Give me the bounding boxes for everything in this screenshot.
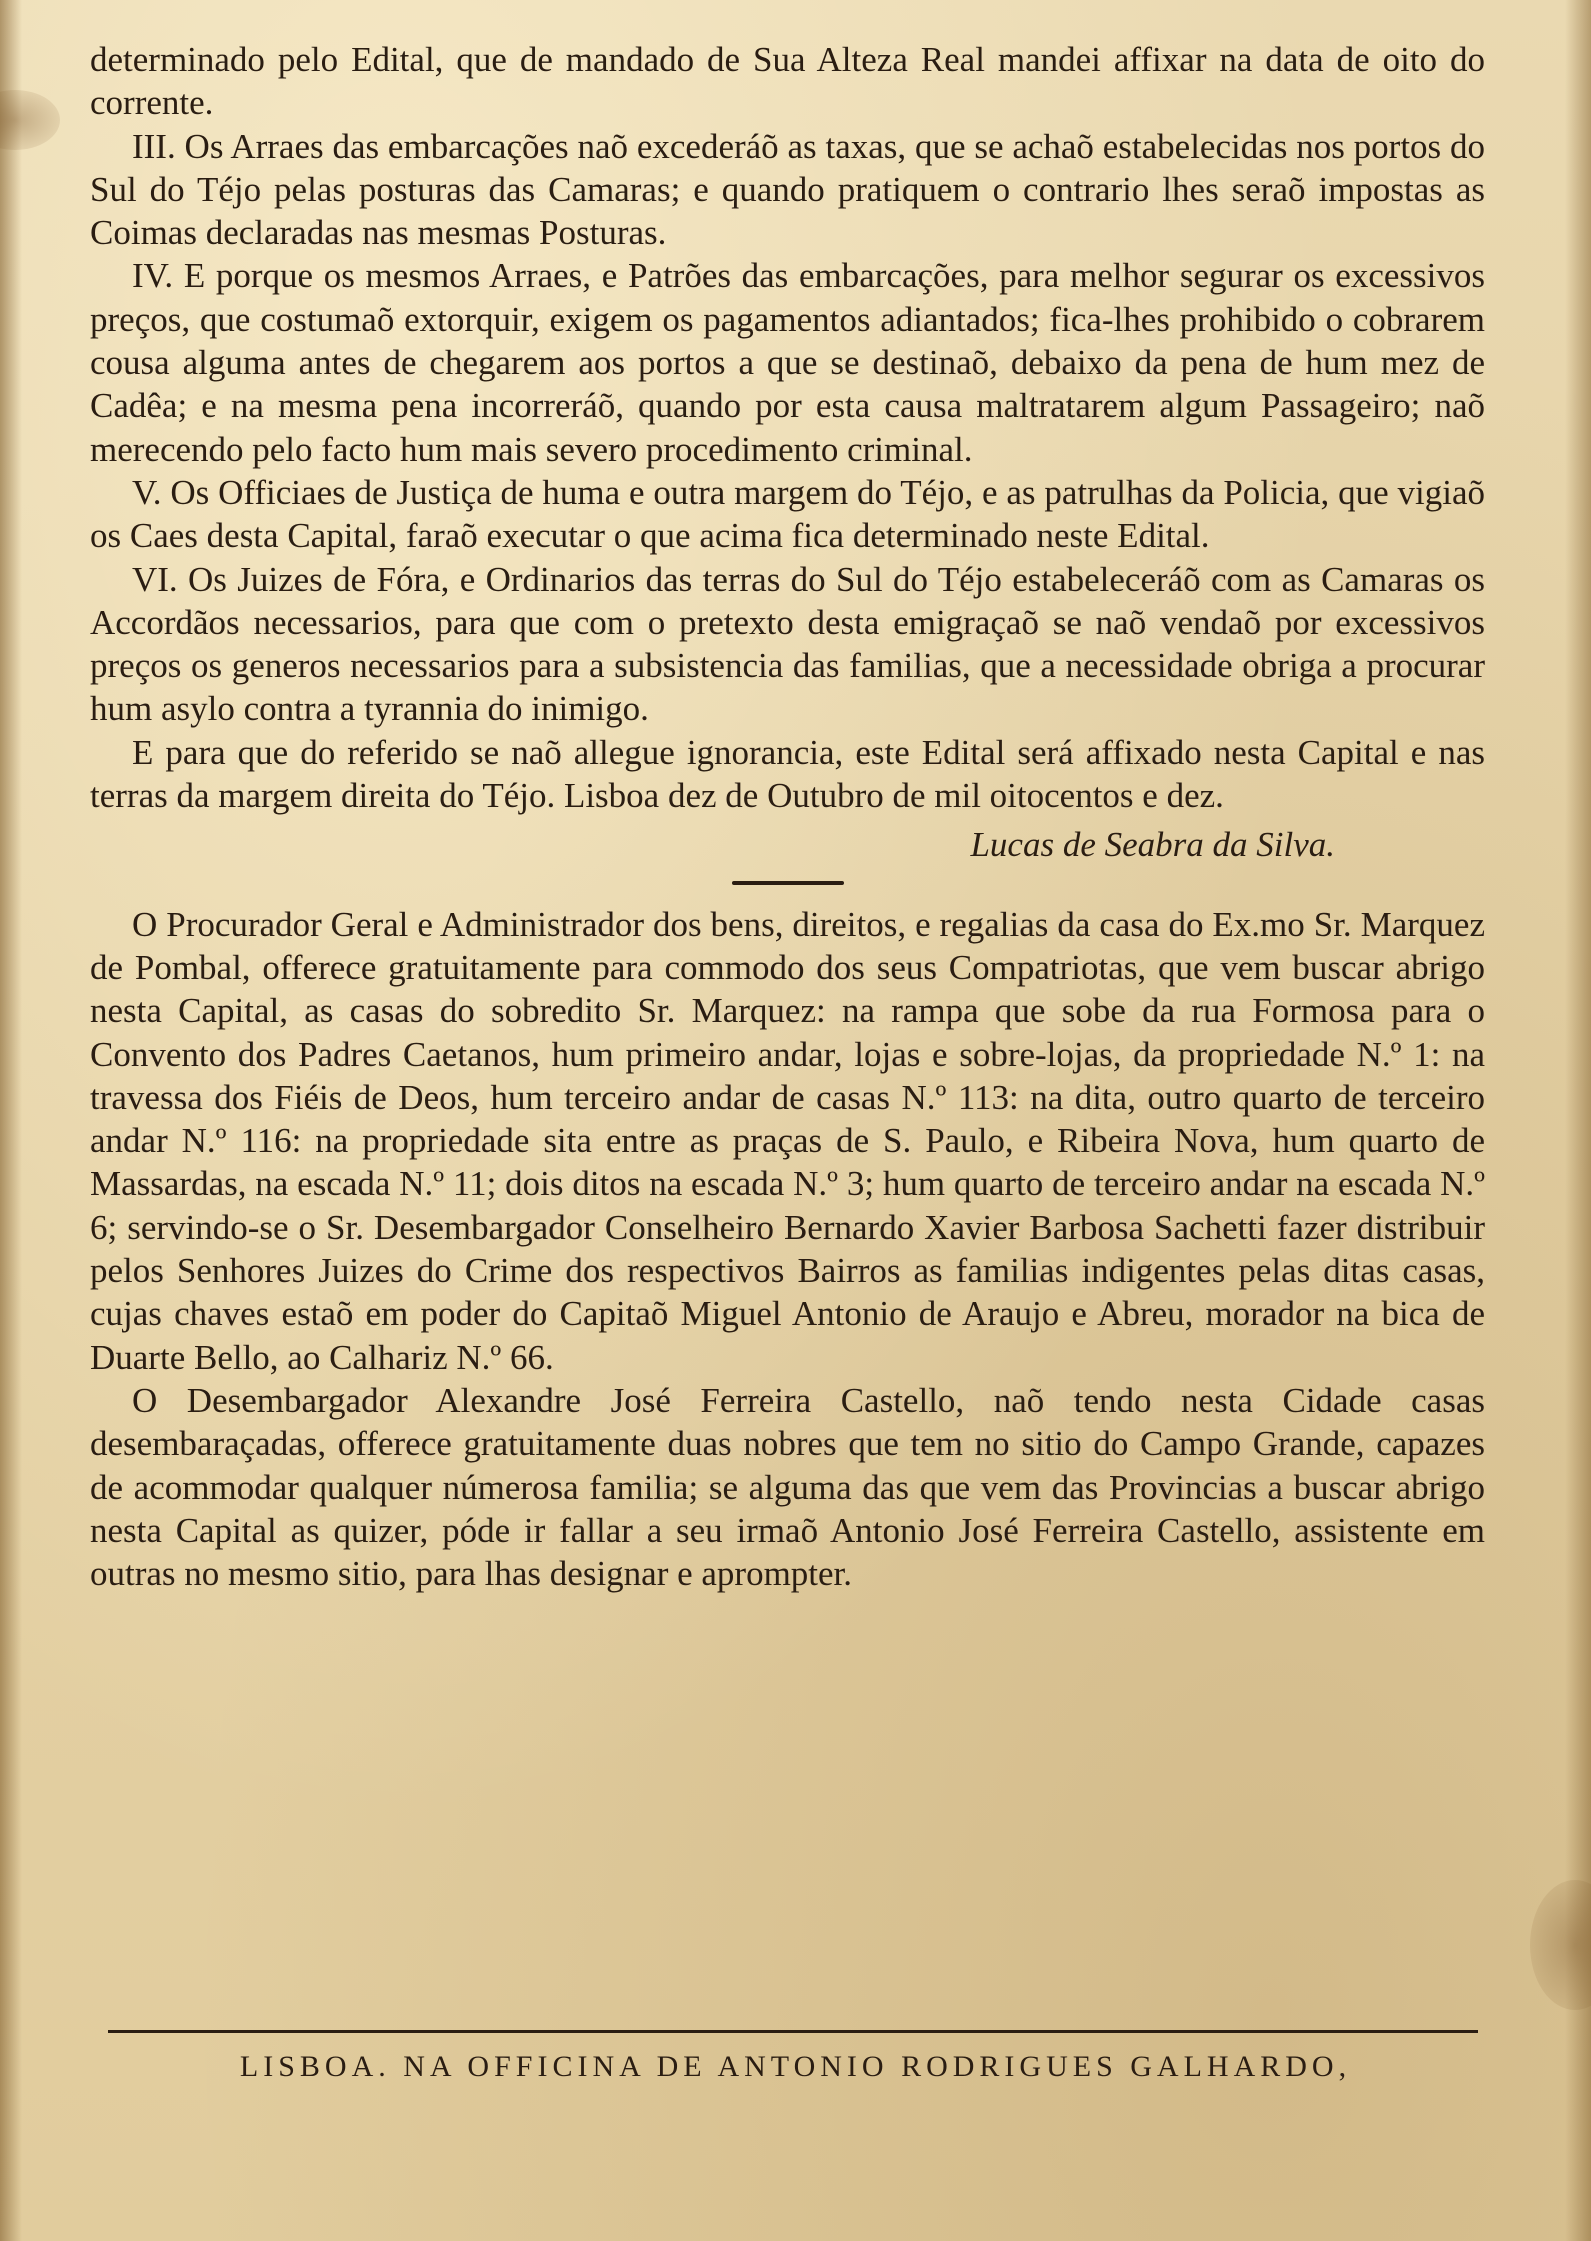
edict-article-vi: VI. Os Juizes de Fóra, e Ordinarios das terras do Sul do Téjo estabeleceráõ com as Camaras os Accordãos necessarios, para que com o pretexto desta emigraçaõ se naõ vendaõ por excessivos preços os generos necessarios para a subsistencia das familias, que a necessidade obriga a procurar hum asylo contra a tyrannia do inimigo. xyxy=(90,559,1485,729)
footer-rule xyxy=(108,2030,1478,2033)
signature: Lucas de Seabra da Silva. xyxy=(970,825,1335,865)
edict-article-iii: III. Os Arraes das embarcações naõ excederáõ as taxas, que se achaõ estabelecidas nos portos do Sul do Téjo pelas posturas das Camaras; e quando pratiquem o contrario lhes seraõ impostas as Coimas declaradas nas mesmas Posturas. xyxy=(90,126,1485,253)
paper-stain xyxy=(0,90,60,150)
edict-article-iv: IV. E porque os mesmos Arraes, e Patrões das embarcações, para melhor segurar os excessivos preços, que costumaõ extorquir, exigem os pagamentos adiantados; fica-lhes prohibido o cobrarem cousa alguma antes de chegarem aos portos a que se destinaõ, debaixo da pena de hum mez de Cadêa; e na mesma pena incorreráõ, quando por esta causa maltratarem algum Passageiro; naõ merecendo pelo facto hum mais severo procedimento criminal. xyxy=(90,256,1485,469)
notice-paragraph: O Desembargador Alexandre José Ferreira Castello, naõ tendo nesta Cidade casas desembaraçadas, offerece gratuitamente duas nobres que tem no sitio do Campo Grande, capazes de acommodar qualquer númerosa familia; se alguma das que vem das Provincias a buscar abrigo nesta Capital as quizer, póde ir fallar a seu irmaõ Antonio José Ferreira Castello, assistente em outras no mesmo sitio, para lhas designar e aprompter. xyxy=(90,1380,1485,1594)
edict-closing-paragraph: E para que do referido se naõ allegue ignorancia, este Edital será affixado nesta Capital e nas terras da margem direita do Téjo. Lisboa dez de Outubro de mil oitocentos e dez. xyxy=(90,732,1485,816)
paper-stain xyxy=(1530,1880,1591,2010)
printer-imprint: LISBOA. NA OFFICINA DE ANTONIO RODRIGUES GALHARDO, xyxy=(239,2050,1352,2083)
edict-article-v: V. Os Officiaes de Justiça de huma e outra margem do Téjo, e as patrulhas da Policia, que vigiaõ os Caes desta Capital, faraõ executar o que acima fica determinado neste Edital. xyxy=(90,472,1485,556)
page-edge-left xyxy=(0,0,22,2241)
edict-text xyxy=(90,38,1485,1595)
edict-paragraph: determinado pelo Edital, que de mandado de Sua Alteza Real mandei affixar na data de oito do corrente. xyxy=(90,40,1485,123)
section-separator xyxy=(732,881,844,885)
notice-paragraph: O Procurador Geral e Administrador dos bens, direitos, e regalias da casa do Ex.mo Sr. Marquez de Pombal, offerece gratuitamente para commodo dos seus Compatriotas, que vem buscar abrigo nesta Capital, as casas do sobredito Sr. Marquez: na rampa que sobe da rua Formosa para o Convento dos Padres Caetanos, hum primeiro andar, lojas e sobre-lojas, da propriedade N.º 1: na travessa dos Fiéis de Deos, hum terceiro andar de casas N.º 113: na dita, outro quarto de terceiro andar N.º 116: na propriedade sita entre as praças de S. Paulo, e Ribeira Nova, hum quarto de Massardas, na escada N.º 11; dois ditos na escada N.º 3; hum quarto de terceiro andar na escada N.º 6; servindo-se o Sr. Desembargador Conselheiro Bernardo Xavier Barbosa Sachetti fazer distribuir pelos Senhores Juizes do Crime dos respectivos Bairros as familias indigentes pelas ditas casas, cujas chaves estaõ em poder do Capitaõ Miguel Antonio de Araujo e Abreu, morador na bica de Duarte Bello, ao Calhariz N.º 66. xyxy=(90,904,1485,1377)
